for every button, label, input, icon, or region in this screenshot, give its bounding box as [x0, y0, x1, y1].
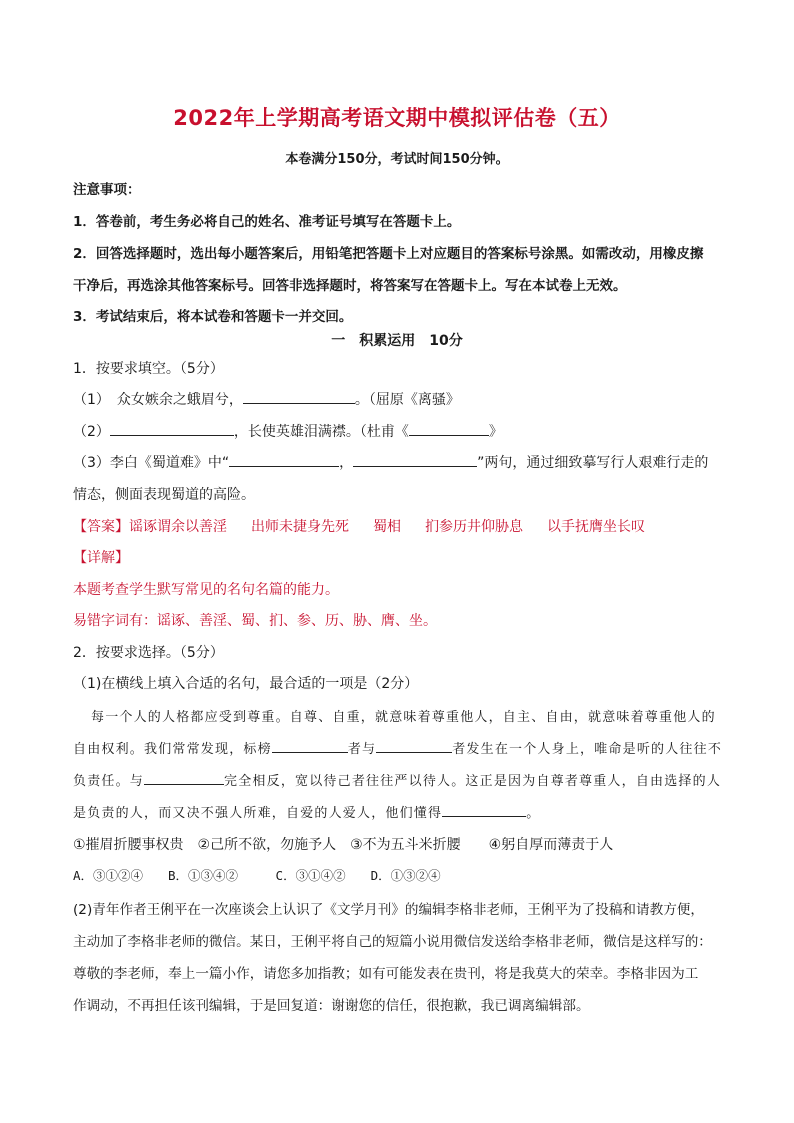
q2-stem: 2．按要求选择。（5分） — [73, 645, 224, 661]
page-title: 2022年上学期高考语文期中模拟评估卷（五） — [173, 106, 621, 130]
passage-line-3-b: 完全相反，宽以待己者往往严以待人。这正是因为自尊者尊重人，自由选择的人 — [224, 774, 722, 789]
q1-part-3 — [73, 452, 708, 472]
q1-part-2-text-a: （2） — [73, 424, 110, 440]
q1-part-3-text-b: ， — [339, 455, 354, 471]
answer-5: 以手抚膺坐长叹 — [547, 519, 645, 535]
answer-blank[interactable] — [442, 803, 526, 817]
answer-4: 扪参历井仰胁息 — [425, 519, 523, 535]
section-heading: 一 积累运用 10分 — [331, 333, 463, 349]
notice-item-1: 1．答卷前，考生务必将自己的姓名、准考证号填写在答题卡上。 — [73, 214, 461, 230]
q1-part-1-text-b: 。（屈原《离骚》 — [354, 392, 460, 408]
passage-line-4-a: 是负责的人，而又决不强人所难，自爱的人爱人，他们懂得 — [73, 806, 443, 821]
exam-info: 本卷满分150分，考试时间150分钟。 — [285, 152, 509, 167]
passage-line-2-c: 者发生在一个人身上，唯命是听的人往往不 — [452, 742, 723, 757]
q2-sub-2-line-3: 尊敬的李老师，奉上一篇小作，请您多加指教；如有可能发表在贵刊，将是我莫大的荣幸。李格非因为工 — [73, 966, 699, 982]
answer-blank[interactable] — [229, 453, 339, 467]
q1-part-1-text-a: （1） 众女嫉余之蛾眉兮， — [73, 392, 243, 408]
q2-options: A．③①②④ B．①③④② C．③①④② D．①③②④ — [73, 868, 441, 883]
answer-blank[interactable] — [376, 739, 452, 753]
notice-item-2-line-1: 2．回答选择题时，选出每小题答案后，用铅笔把答题卡上对应题目的答案标号涂黑。如需改动，用橡皮擦 — [73, 246, 704, 262]
answer-blank[interactable] — [353, 453, 477, 467]
detail-text-2: 易错字词有：谣诼、善淫、蜀、扪、参、历、胁、膺、坐。 — [73, 613, 437, 629]
q1-part-2 — [73, 421, 503, 441]
answer-blank[interactable] — [243, 390, 355, 404]
passage-line-3 — [73, 770, 721, 789]
q1-part-2-text-c: 》 — [488, 424, 503, 440]
answer-2: 出师未捷身先死 — [251, 519, 349, 535]
answer-1: 谣诼谓余以善淫 — [129, 519, 227, 535]
answer-label: 【答案】 — [73, 519, 129, 535]
passage-line-4-b: 。 — [526, 806, 541, 821]
detail-text-1: 本题考查学生默写常见的名句名篇的能力。 — [73, 582, 339, 598]
q1-answer — [73, 516, 645, 536]
q1-stem: 1．按要求填空。（5分） — [73, 361, 224, 377]
passage-line-2-b: 者与 — [347, 742, 377, 757]
q1-part-2-text-b: ，长使英雄泪满襟。（杜甫《 — [233, 424, 409, 440]
q1-part-3-text-c: ”两句，通过细致摹写行人艰难行走的 — [477, 455, 709, 471]
answer-3: 蜀相 — [373, 519, 401, 535]
passage-line-3-a: 负责任。与 — [73, 774, 145, 789]
notice-heading: 注意事项： — [73, 182, 141, 198]
passage-line-1: 每一个人的人格都应受到尊重。自尊、自重，就意味着尊重他人，自主、自由，就意味着尊重他人的 — [91, 710, 716, 725]
q1-part-3-text-a: （3）李白《蜀道难》中“ — [73, 455, 230, 471]
answer-blank[interactable] — [110, 422, 234, 436]
passage-line-2-a: 自由权利。我们常常发现，标榜 — [73, 742, 272, 757]
q2-sub-2-line-1: (2)青年作者王俐平在一次座谈会上认识了《文学月刊》的编辑李格非老师，王俐平为了投稿和请教方便， — [73, 902, 704, 918]
answer-blank[interactable] — [409, 422, 489, 436]
notice-item-2-line-2: 干净后，再选涂其他答案标号。回答非选择题时，将答案写在答题卡上。写在本试卷上无效。 — [73, 278, 627, 294]
passage-line-4 — [73, 802, 540, 821]
q1-part-1 — [73, 389, 460, 409]
q2-sub-2-line-2: 主动加了李格非老师的微信。某日，王俐平将自己的短篇小说用微信发送给李格非老师，微信是这样写的： — [73, 934, 712, 950]
q2-sub-1: （1)在横线上填入合适的名句，最合适的一项是（2分） — [73, 676, 419, 692]
answer-blank[interactable] — [144, 771, 224, 785]
answer-blank[interactable] — [272, 739, 348, 753]
q2-choice-items: ①摧眉折腰事权贵 ②己所不欲，勿施予人 ③不为五斗米折腰 ④躬自厚而薄责于人 — [73, 837, 614, 853]
passage-line-2 — [73, 738, 722, 757]
q1-part-3-line-2: 情态，侧面表现蜀道的高险。 — [73, 487, 255, 503]
detail-label: 【详解】 — [73, 550, 129, 566]
notice-item-3: 3．考试结束后，将本试卷和答题卡一并交回。 — [73, 309, 353, 325]
q2-sub-2-line-4: 作调动，不再担任该刊编辑，于是回复道：谢谢您的信任，很抱歉，我已调离编辑部。 — [73, 998, 590, 1014]
